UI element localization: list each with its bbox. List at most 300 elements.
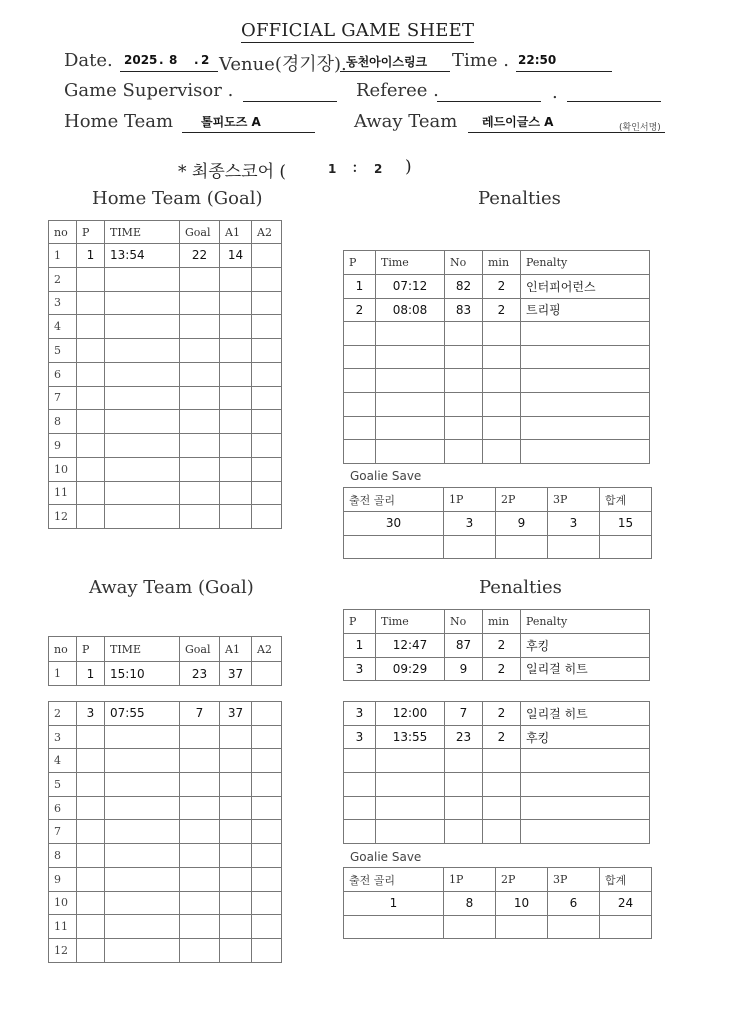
table-cell[interactable] [445, 416, 483, 440]
table-cell[interactable]: 2 [344, 298, 376, 322]
table-cell[interactable] [376, 820, 445, 844]
table-cell[interactable] [252, 725, 282, 749]
table-cell[interactable] [105, 267, 180, 291]
table-cell[interactable] [521, 416, 650, 440]
table-cell[interactable] [220, 796, 252, 820]
table-cell[interactable] [105, 434, 180, 458]
table-cell[interactable] [521, 749, 650, 773]
table-cell[interactable] [180, 725, 220, 749]
row-number: 8 [49, 410, 77, 434]
column-header: A1 [220, 637, 252, 662]
table-cell[interactable] [252, 844, 282, 868]
table-cell[interactable] [180, 773, 220, 797]
column-header: A2 [252, 221, 282, 244]
away-score[interactable]: 2 [374, 162, 383, 176]
table-cell[interactable] [344, 345, 376, 369]
table-cell[interactable]: 1 [344, 892, 444, 916]
column-header: P [344, 610, 376, 634]
table-cell[interactable] [445, 796, 483, 820]
table-cell[interactable] [77, 891, 105, 915]
table-cell[interactable] [252, 749, 282, 773]
table-cell[interactable] [77, 725, 105, 749]
table-cell[interactable]: 후킹 [521, 634, 650, 658]
table-cell[interactable]: 9 [496, 512, 548, 536]
table-cell[interactable] [252, 820, 282, 844]
table-cell[interactable]: 3 [344, 657, 376, 681]
table-cell[interactable] [77, 844, 105, 868]
table-cell[interactable]: 24 [600, 892, 652, 916]
row-number: 11 [49, 481, 77, 505]
table-cell[interactable]: 23 [180, 662, 220, 686]
table-cell[interactable] [445, 392, 483, 416]
table-cell[interactable] [105, 749, 180, 773]
home-goal-row [49, 410, 282, 434]
home-team-value[interactable]: 톨피도즈 A [201, 115, 261, 129]
home-penalty-row [344, 416, 650, 440]
table-cell[interactable] [220, 410, 252, 434]
table-cell[interactable] [252, 315, 282, 339]
table-cell[interactable] [344, 416, 376, 440]
score-close: ) [405, 157, 412, 177]
table-cell[interactable] [252, 915, 282, 939]
supervisor-field[interactable] [243, 101, 337, 102]
table-cell[interactable] [445, 369, 483, 393]
table-cell[interactable] [180, 915, 220, 939]
table-cell[interactable] [376, 322, 445, 346]
column-header: 1P [444, 868, 496, 892]
table-cell[interactable]: 37 [220, 662, 252, 686]
table-cell[interactable] [77, 938, 105, 962]
table-cell[interactable] [252, 891, 282, 915]
home-penalty-table [343, 250, 650, 464]
table-cell[interactable] [344, 915, 444, 939]
away-goalie-table [343, 867, 652, 939]
table-cell[interactable] [180, 749, 220, 773]
table-cell[interactable] [483, 773, 521, 797]
table-cell[interactable] [220, 867, 252, 891]
table-header-row [344, 251, 650, 275]
table-cell[interactable] [105, 481, 180, 505]
column-header: 1P [444, 488, 496, 512]
row-number: 9 [49, 434, 77, 458]
table-cell[interactable]: 후킹 [521, 725, 650, 749]
table-cell[interactable]: 37 [220, 702, 252, 726]
table-cell[interactable] [220, 315, 252, 339]
table-cell[interactable] [521, 440, 650, 464]
table-cell[interactable]: 인터피어런스 [521, 275, 650, 299]
table-cell[interactable] [220, 505, 252, 529]
away-goal-row [49, 773, 282, 797]
date-dot-1: . [159, 53, 164, 67]
table-header-row [49, 221, 282, 244]
table-cell[interactable] [548, 915, 600, 939]
table-cell[interactable]: 15 [600, 512, 652, 536]
table-cell[interactable] [376, 773, 445, 797]
table-cell[interactable] [220, 434, 252, 458]
table-cell[interactable] [483, 820, 521, 844]
table-cell[interactable] [180, 457, 220, 481]
table-cell[interactable]: 08:08 [376, 298, 445, 322]
table-cell[interactable] [344, 322, 376, 346]
table-cell[interactable] [77, 867, 105, 891]
table-cell[interactable]: 13:55 [376, 725, 445, 749]
table-cell[interactable] [483, 345, 521, 369]
table-cell[interactable] [180, 386, 220, 410]
table-cell[interactable] [105, 457, 180, 481]
table-cell[interactable] [220, 291, 252, 315]
table-cell[interactable] [344, 749, 376, 773]
table-cell[interactable]: 2 [483, 702, 521, 726]
table-cell[interactable] [180, 315, 220, 339]
table-cell[interactable] [105, 820, 180, 844]
table-cell[interactable] [220, 339, 252, 363]
table-cell[interactable] [600, 535, 652, 559]
row-number: 10 [49, 891, 77, 915]
date-month[interactable]: 8 [169, 53, 178, 67]
time-value[interactable]: 22:50 [518, 53, 557, 67]
home-team-underline [182, 132, 315, 133]
table-cell[interactable] [376, 416, 445, 440]
table-cell[interactable]: 15:10 [105, 662, 180, 686]
home-penalty-row [344, 345, 650, 369]
signature-label: (확인서명) [619, 123, 661, 133]
table-cell[interactable] [77, 915, 105, 939]
table-cell[interactable] [77, 339, 105, 363]
table-cell[interactable] [105, 844, 180, 868]
table-cell[interactable] [252, 773, 282, 797]
table-cell[interactable]: 6 [548, 892, 600, 916]
table-cell[interactable]: 30 [344, 512, 444, 536]
table-cell[interactable]: 2 [483, 657, 521, 681]
table-cell[interactable] [376, 440, 445, 464]
table-cell[interactable]: 1 [77, 662, 105, 686]
table-cell[interactable]: 1 [77, 244, 105, 268]
table-cell[interactable] [77, 749, 105, 773]
table-cell[interactable]: 일리걸 히트 [521, 702, 650, 726]
referee-field-1[interactable] [437, 101, 541, 102]
table-header-row [344, 488, 652, 512]
table-cell[interactable] [220, 891, 252, 915]
table-cell[interactable] [483, 416, 521, 440]
away-goal-row [49, 725, 282, 749]
table-cell[interactable]: 8 [444, 892, 496, 916]
table-cell[interactable] [180, 891, 220, 915]
table-cell[interactable] [521, 322, 650, 346]
table-cell[interactable] [252, 362, 282, 386]
table-cell[interactable]: 3 [444, 512, 496, 536]
table-cell[interactable]: 7 [445, 702, 483, 726]
away-penalty-row [344, 796, 650, 820]
table-cell[interactable] [252, 702, 282, 726]
table-cell[interactable] [344, 440, 376, 464]
table-cell[interactable]: 3 [344, 725, 376, 749]
table-cell[interactable] [376, 369, 445, 393]
table-cell[interactable]: 7 [180, 702, 220, 726]
table-cell[interactable] [220, 725, 252, 749]
table-cell[interactable] [483, 796, 521, 820]
table-cell[interactable] [344, 535, 444, 559]
table-cell[interactable] [344, 392, 376, 416]
table-cell[interactable] [105, 291, 180, 315]
table-cell[interactable] [220, 844, 252, 868]
row-number: 5 [49, 773, 77, 797]
row-number: 6 [49, 362, 77, 386]
column-header: 합계 [600, 488, 652, 512]
table-cell[interactable]: 07:12 [376, 275, 445, 299]
row-number: 12 [49, 938, 77, 962]
column-header: A1 [220, 221, 252, 244]
table-cell[interactable] [77, 291, 105, 315]
table-cell[interactable]: 2 [483, 275, 521, 299]
referee-label: Referee . [356, 80, 439, 101]
away-goal-title: Away Team (Goal) [89, 577, 254, 598]
table-cell[interactable]: 09:29 [376, 657, 445, 681]
table-cell[interactable] [376, 345, 445, 369]
table-cell[interactable] [77, 457, 105, 481]
table-cell[interactable] [344, 773, 376, 797]
table-cell[interactable]: 23 [445, 725, 483, 749]
table-cell[interactable] [252, 339, 282, 363]
home-penalty-row [344, 275, 650, 299]
table-cell[interactable] [444, 915, 496, 939]
table-cell[interactable] [105, 386, 180, 410]
table-cell[interactable]: 83 [445, 298, 483, 322]
home-goalie-row [344, 535, 652, 559]
table-cell[interactable] [445, 820, 483, 844]
home-penalty-row [344, 369, 650, 393]
table-cell[interactable] [77, 773, 105, 797]
column-header: Time [376, 251, 445, 275]
time-label: Time . [452, 50, 509, 71]
table-cell[interactable] [445, 322, 483, 346]
table-cell[interactable]: 3 [344, 702, 376, 726]
table-cell[interactable] [483, 322, 521, 346]
home-goalie-save-label: Goalie Save [350, 469, 422, 483]
table-cell[interactable] [105, 339, 180, 363]
away-goal-row [49, 891, 282, 915]
table-cell[interactable] [376, 392, 445, 416]
table-cell[interactable] [77, 410, 105, 434]
table-cell[interactable] [105, 362, 180, 386]
away-penalty-row [344, 725, 650, 749]
table-cell[interactable] [252, 938, 282, 962]
table-cell[interactable] [220, 362, 252, 386]
table-cell[interactable] [521, 820, 650, 844]
table-cell[interactable] [445, 440, 483, 464]
table-cell[interactable] [220, 267, 252, 291]
table-cell[interactable] [220, 386, 252, 410]
table-cell[interactable] [548, 535, 600, 559]
table-cell[interactable]: 3 [77, 702, 105, 726]
table-cell[interactable] [180, 844, 220, 868]
table-cell[interactable] [180, 867, 220, 891]
table-cell[interactable] [180, 410, 220, 434]
table-cell[interactable]: 82 [445, 275, 483, 299]
table-cell[interactable] [344, 820, 376, 844]
row-number: 10 [49, 457, 77, 481]
venue-value[interactable]: 동천아이스링크 [346, 55, 428, 69]
home-penalty-row [344, 440, 650, 464]
referee-dot: . [552, 82, 558, 103]
table-cell[interactable] [252, 481, 282, 505]
row-number: 6 [49, 796, 77, 820]
home-goal-row [49, 434, 282, 458]
table-cell[interactable] [521, 345, 650, 369]
home-penalty-row [344, 392, 650, 416]
table-cell[interactable] [220, 457, 252, 481]
table-cell[interactable] [252, 867, 282, 891]
table-cell[interactable]: 22 [180, 244, 220, 268]
table-cell[interactable] [77, 386, 105, 410]
column-header: 3P [548, 868, 600, 892]
table-cell[interactable] [105, 315, 180, 339]
table-cell[interactable]: 10 [496, 892, 548, 916]
table-cell[interactable] [483, 749, 521, 773]
column-header: A2 [252, 637, 282, 662]
table-cell[interactable]: 3 [548, 512, 600, 536]
table-cell[interactable] [105, 773, 180, 797]
table-cell[interactable] [77, 505, 105, 529]
table-cell[interactable] [180, 796, 220, 820]
away-goal-row [49, 662, 282, 686]
table-cell[interactable] [105, 796, 180, 820]
table-cell[interactable] [180, 434, 220, 458]
table-cell[interactable] [180, 481, 220, 505]
date-day[interactable]: 2 [201, 53, 210, 67]
table-cell[interactable]: 일리걸 히트 [521, 657, 650, 681]
table-cell[interactable] [77, 820, 105, 844]
table-cell[interactable] [252, 386, 282, 410]
table-cell[interactable] [180, 362, 220, 386]
table-cell[interactable]: 12:00 [376, 702, 445, 726]
table-cell[interactable] [77, 267, 105, 291]
table-cell[interactable] [252, 291, 282, 315]
table-cell[interactable] [521, 773, 650, 797]
table-cell[interactable] [600, 915, 652, 939]
table-cell[interactable] [444, 535, 496, 559]
table-cell[interactable] [77, 315, 105, 339]
table-cell[interactable] [180, 291, 220, 315]
table-cell[interactable]: 07:55 [105, 702, 180, 726]
table-cell[interactable] [376, 796, 445, 820]
table-cell[interactable] [521, 369, 650, 393]
table-cell[interactable] [521, 796, 650, 820]
home-goal-row [49, 267, 282, 291]
table-cell[interactable] [220, 938, 252, 962]
away-goal-row [49, 820, 282, 844]
table-cell[interactable] [252, 505, 282, 529]
table-cell[interactable] [180, 339, 220, 363]
supervisor-label: Game Supervisor . [64, 80, 234, 101]
table-cell[interactable] [77, 796, 105, 820]
table-cell[interactable]: 12:47 [376, 634, 445, 658]
table-cell[interactable] [252, 244, 282, 268]
home-goal-row [49, 291, 282, 315]
table-cell[interactable]: 2 [483, 725, 521, 749]
table-cell[interactable] [77, 434, 105, 458]
away-penalty-table-bottom [343, 701, 650, 844]
table-cell[interactable] [496, 535, 548, 559]
table-cell[interactable] [180, 820, 220, 844]
table-cell[interactable] [105, 867, 180, 891]
table-cell[interactable] [220, 820, 252, 844]
table-cell[interactable] [105, 725, 180, 749]
table-cell[interactable] [445, 749, 483, 773]
away-penalty-row [344, 773, 650, 797]
table-cell[interactable] [252, 434, 282, 458]
table-cell[interactable] [252, 662, 282, 686]
table-cell[interactable] [376, 749, 445, 773]
table-cell[interactable]: 13:54 [105, 244, 180, 268]
table-cell[interactable] [483, 440, 521, 464]
row-number: 2 [49, 267, 77, 291]
table-cell[interactable] [344, 369, 376, 393]
table-cell[interactable] [252, 410, 282, 434]
row-number: 9 [49, 867, 77, 891]
table-cell[interactable] [483, 369, 521, 393]
row-number: 4 [49, 749, 77, 773]
table-cell[interactable]: 1 [344, 634, 376, 658]
table-cell[interactable] [344, 796, 376, 820]
table-cell[interactable] [252, 457, 282, 481]
away-team-value[interactable]: 레드이글스 A [482, 115, 554, 129]
column-header: min [483, 610, 521, 634]
away-goal-row [49, 749, 282, 773]
date-underline [120, 71, 218, 72]
table-cell[interactable]: 87 [445, 634, 483, 658]
table-cell[interactable]: 2 [483, 634, 521, 658]
table-cell[interactable] [77, 362, 105, 386]
table-cell[interactable] [220, 481, 252, 505]
table-cell[interactable]: 1 [344, 275, 376, 299]
home-goal-row [49, 315, 282, 339]
table-cell[interactable] [105, 915, 180, 939]
row-number: 12 [49, 505, 77, 529]
column-header: P [77, 221, 105, 244]
table-cell[interactable]: 트리핑 [521, 298, 650, 322]
table-cell[interactable] [496, 915, 548, 939]
table-cell[interactable] [105, 505, 180, 529]
table-cell[interactable] [220, 749, 252, 773]
table-cell[interactable] [220, 915, 252, 939]
date-year[interactable]: 2025 [124, 53, 158, 67]
table-cell[interactable]: 2 [483, 298, 521, 322]
table-cell[interactable] [483, 392, 521, 416]
table-cell[interactable] [445, 345, 483, 369]
table-cell[interactable] [180, 267, 220, 291]
table-cell[interactable] [77, 481, 105, 505]
table-cell[interactable]: 9 [445, 657, 483, 681]
table-cell[interactable] [105, 938, 180, 962]
table-cell[interactable] [180, 938, 220, 962]
row-number: 1 [49, 244, 77, 268]
table-header-row [49, 637, 282, 662]
table-cell[interactable] [521, 392, 650, 416]
table-cell[interactable] [252, 267, 282, 291]
home-score[interactable]: 1 [328, 162, 337, 176]
table-cell[interactable] [105, 410, 180, 434]
column-header: 출전 골리 [344, 488, 444, 512]
row-number: 7 [49, 386, 77, 410]
table-cell[interactable] [105, 891, 180, 915]
away-penalty-row [344, 634, 650, 658]
table-cell[interactable]: 14 [220, 244, 252, 268]
referee-field-2[interactable] [567, 101, 661, 102]
table-cell[interactable] [180, 505, 220, 529]
table-cell[interactable] [445, 773, 483, 797]
table-cell[interactable] [252, 796, 282, 820]
table-cell[interactable] [220, 773, 252, 797]
